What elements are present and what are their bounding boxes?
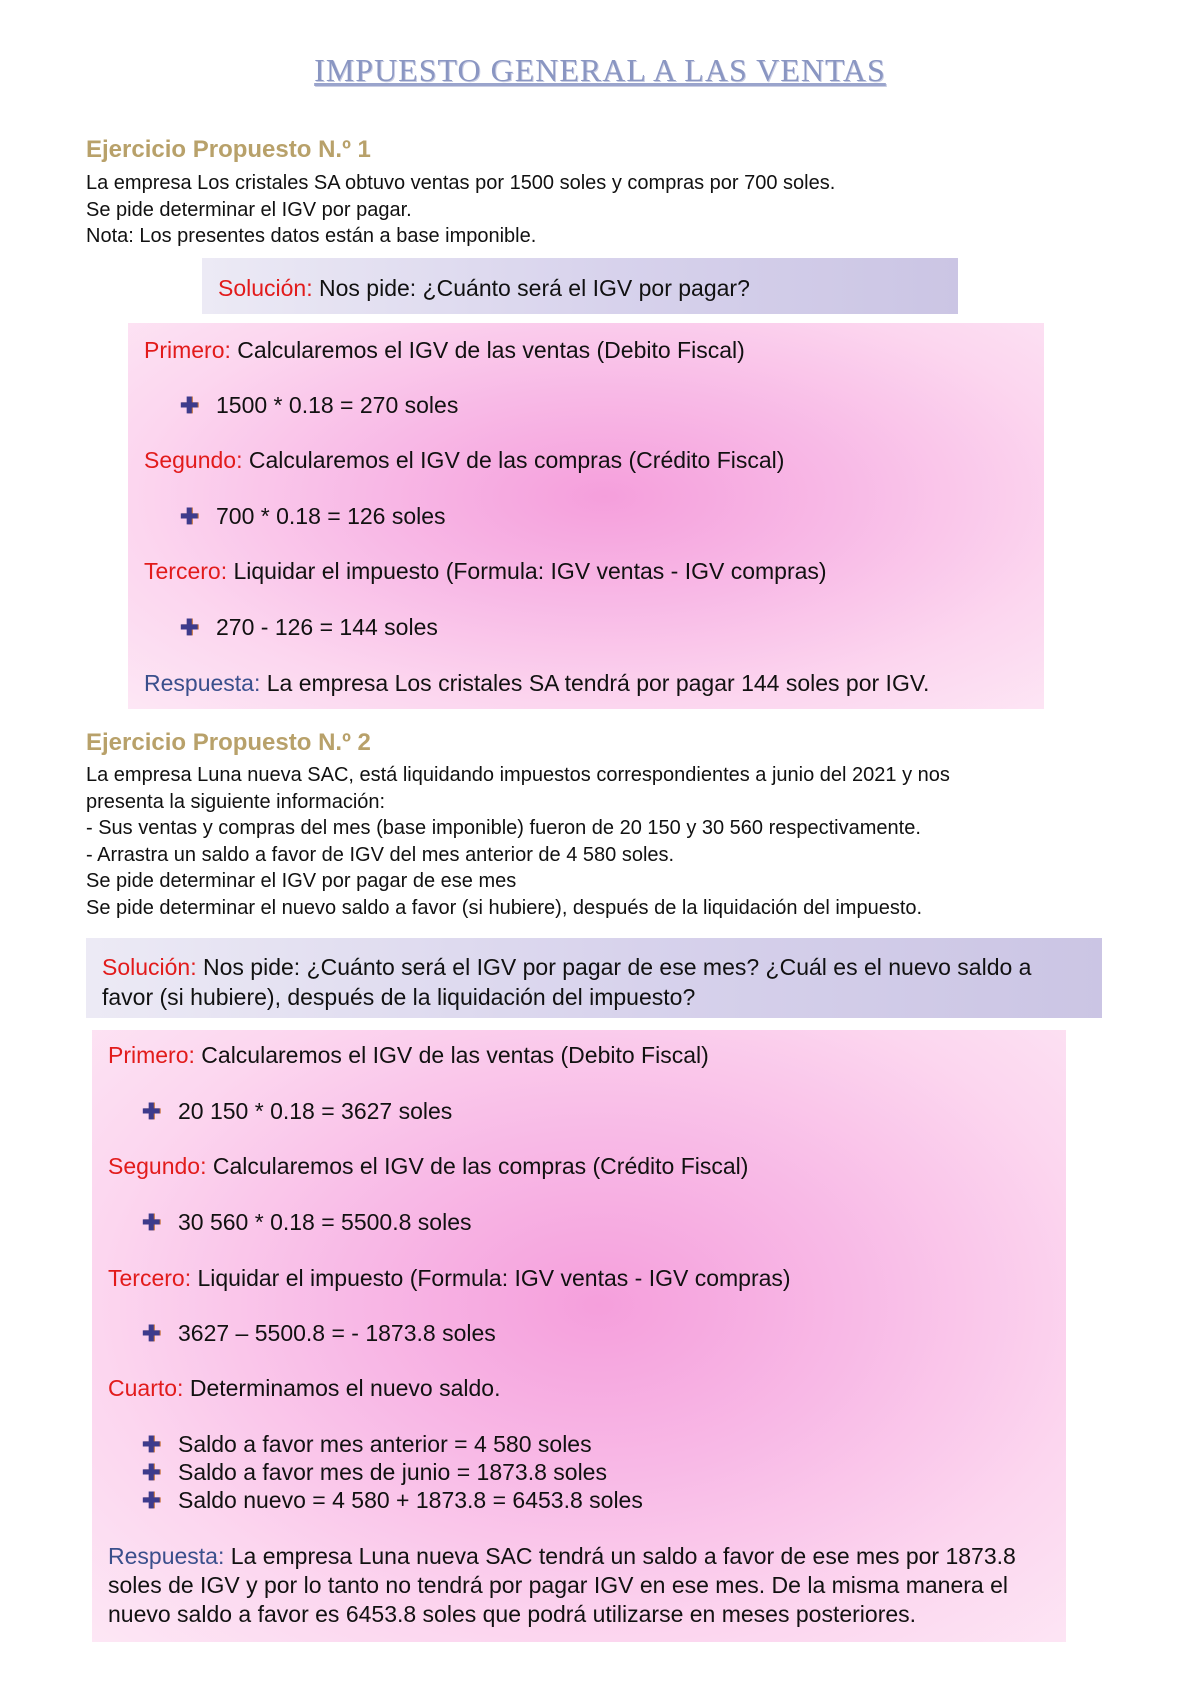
step-text: Liquidar el impuesto (Formula: IGV ventas - IGV compras) [227,558,827,584]
saldo-item [142,1487,643,1514]
exercise-1-solution-box [202,258,958,314]
calc-item [142,1320,496,1347]
plus-bullet-icon: ✚ [142,1460,161,1485]
exercise-1-statement [86,170,835,250]
step-label: Segundo: [108,1153,207,1179]
exercise-1-heading: Ejercicio Propuesto N.º 1 [86,136,371,163]
statement-line: Nota: Los presentes datos están a base imponible. [86,225,537,247]
statement-line: La empresa Los cristales SA obtuvo ventas por 1500 soles y compras por 700 soles. [86,172,836,194]
calc-item [142,1209,472,1236]
step-text: Calcularemos el IGV de las ventas (Debito Fiscal) [194,1042,709,1068]
exercise-2-heading: Ejercicio Propuesto N.º 2 [86,729,371,756]
statement-line: - Arrastra un saldo a favor de IGV del mes anterior de 4 580 soles. [86,843,675,866]
solution-text: Nos pide: ¿Cuánto será el IGV por pagar de ese mes? ¿Cuál es el nuevo saldo a favor (si hubiere), después de la liquidación del impuesto? [102,954,1032,1010]
step-second [108,1153,748,1180]
page-title: IMPUESTO GENERAL A LAS VENTAS [314,52,886,88]
plus-bullet-icon: ✚ [142,1321,161,1346]
plus-bullet-icon: ✚ [142,1432,161,1457]
exercise-1-steps-panel [128,323,1044,709]
calc-text: 3627 – 5500.8 = - 1873.8 soles [178,1320,496,1346]
step-text: Liquidar el impuesto (Formula: IGV ventas - IGV compras) [191,1265,791,1291]
answer-label: Respuesta: [144,670,261,696]
step-label: Tercero: [108,1265,192,1291]
statement-line: La empresa Luna nueva SAC, está liquidando impuestos correspondientes a junio del 2021 y nos [86,764,950,786]
calc-item [180,392,458,419]
step-text: Determinamos el nuevo saldo. [183,1375,501,1401]
solution-label: Solución: [218,275,313,301]
step-third [108,1265,791,1292]
statement-line: Se pide determinar el nuevo saldo a favor (si hubiere), después de la liquidación del impuesto. [86,896,923,919]
statement-line: Se pide determinar el IGV por pagar de ese mes [86,870,517,892]
calc-text: 700 * 0.18 = 126 soles [216,503,446,529]
exercise-2-steps-panel [92,1030,1066,1642]
plus-bullet-icon: ✚ [142,1488,161,1513]
plus-bullet-icon: ✚ [180,393,199,418]
saldo-text: Saldo a favor mes anterior = 4 580 soles [178,1431,592,1457]
calc-text: 20 150 * 0.18 = 3627 soles [178,1098,453,1124]
step-label: Segundo: [144,447,243,473]
saldo-item [142,1431,592,1458]
calc-item [180,503,446,530]
exercise-2-statement [86,762,950,921]
step-text: Calcularemos el IGV de las compras (Crédito Fiscal) [242,447,785,473]
calc-text: 270 - 126 = 144 soles [216,614,438,640]
step-label: Primero: [144,337,231,363]
plus-bullet-icon: ✚ [142,1210,161,1235]
answer [108,1542,1048,1629]
solution-text: Nos pide: ¿Cuánto será el IGV por pagar? [312,275,750,301]
answer-text: La empresa Los cristales SA tendrá por pagar 144 soles por IGV. [260,670,930,696]
statement-line: Se pide determinar el IGV por pagar. [86,198,412,221]
step-first [108,1042,709,1069]
step-text: Calcularemos el IGV de las ventas (Debito Fiscal) [230,337,745,363]
step-first [144,337,745,364]
calc-item [142,1098,452,1125]
step-third [144,558,827,585]
calc-text: 1500 * 0.18 = 270 soles [216,392,459,418]
step-label: Cuarto: [108,1375,184,1401]
step-label: Tercero: [144,558,228,584]
answer [144,670,929,697]
calc-item [180,614,438,641]
plus-bullet-icon: ✚ [142,1099,161,1124]
saldo-text: Saldo a favor mes de junio = 1873.8 soles [178,1459,607,1485]
step-text: Calcularemos el IGV de las compras (Crédito Fiscal) [206,1153,749,1179]
step-label: Primero: [108,1042,195,1068]
answer-label: Respuesta: [108,1543,225,1569]
saldo-text: Saldo nuevo = 4 580 + 1873.8 = 6453.8 soles [178,1487,643,1513]
solution-label: Solución: [102,954,197,980]
plus-bullet-icon: ✚ [180,504,199,529]
calc-text: 30 560 * 0.18 = 5500.8 soles [178,1209,472,1235]
saldo-item [142,1459,607,1486]
exercise-2-solution-box [86,938,1102,1018]
statement-line: - Sus ventas y compras del mes (base imponible) fueron de 20 150 y 30 560 respectivamente. [86,817,921,839]
step-fourth [108,1375,501,1402]
answer-text: La empresa Luna nueva SAC tendrá un saldo a favor de ese mes por 1873.8 soles de IGV y por lo tanto no tendrá por pagar IGV en ese mes. De la misma manera el nuevo saldo a favor es 6453.8 soles que podrá utilizarse en meses posteriores. [108,1543,1016,1627]
plus-bullet-icon: ✚ [180,615,199,640]
step-second [144,447,784,474]
statement-line: presenta la siguiente información: [86,790,386,813]
